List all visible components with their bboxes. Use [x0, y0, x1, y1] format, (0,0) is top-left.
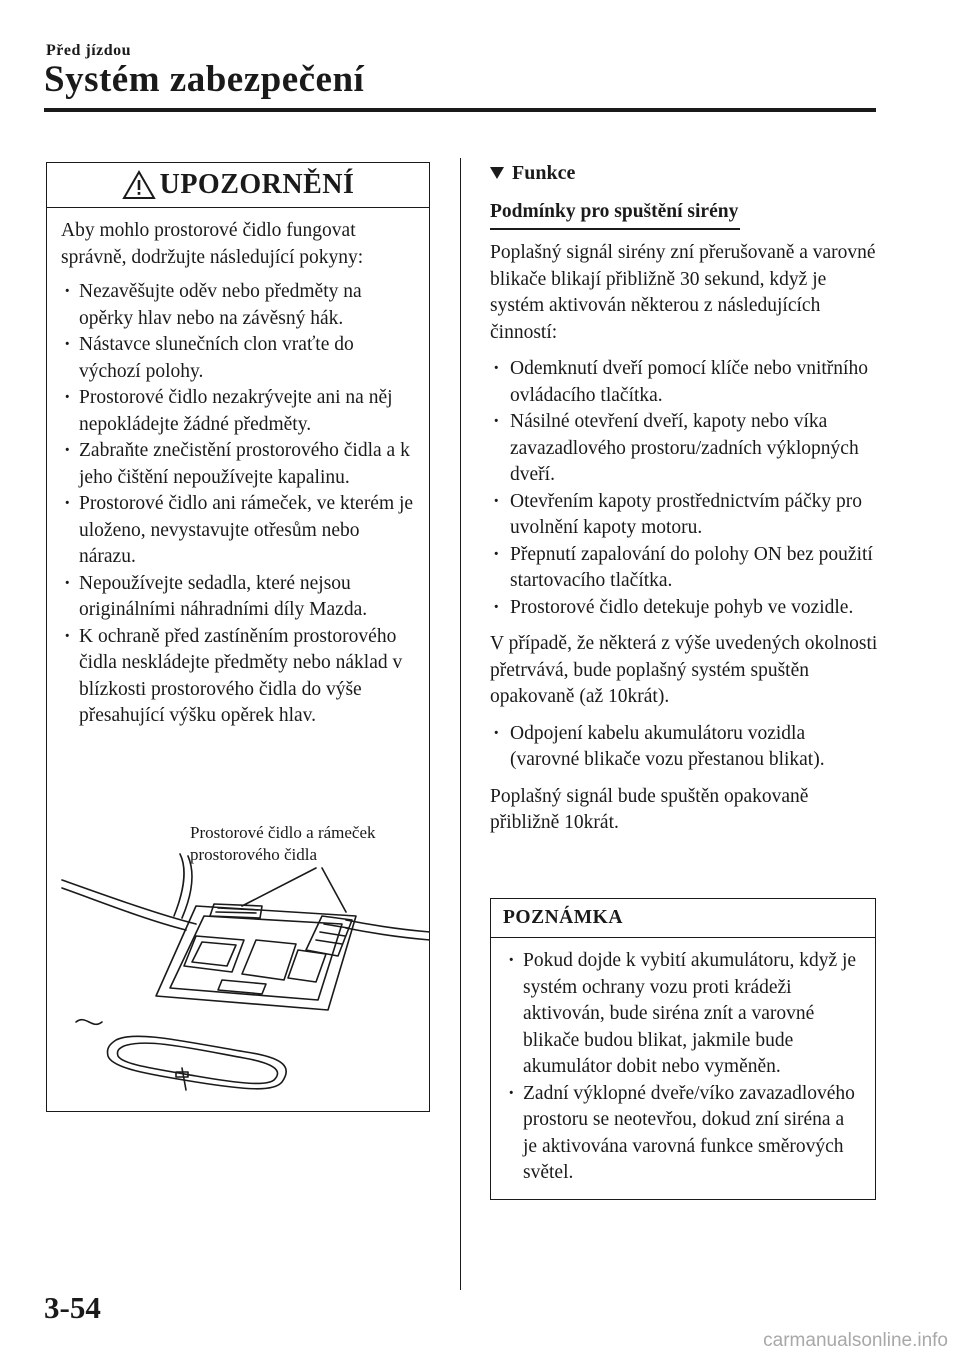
list-item: · Otevřením kapoty prostřednictvím páčky pro uvolnění kapoty motoru. [490, 489, 878, 542]
list-item: · K ochraně před zastíněním prostorového čidla neskládejte předměty nebo náklad v blízkosti prostorového čidla do výše přesahující výšku opěrek hlav. [61, 624, 415, 730]
caution-body [47, 208, 429, 730]
list-item: · Odpojení kabelu akumulátoru vozidla (varovné blikače vozu přestanou blikat). [490, 721, 878, 774]
repeat-list [490, 721, 878, 774]
right-lamp [288, 950, 326, 982]
list-item: · Přepnutí zapalování do polohy ON bez použití startovacího tlačítka. [490, 542, 878, 595]
list-item: · Násilné otevření dveří, kapoty nebo víka zavazadlového prostoru/zadních výklopných dveří. [490, 409, 878, 489]
roof-edge-line [62, 880, 196, 924]
column-divider [460, 158, 461, 1290]
leader-line [242, 868, 316, 906]
paragraph: Poplašný signál bude spuštěn opakovaně přibližně 10krát. [490, 785, 809, 833]
figure-caption-line: prostorového čidla [190, 845, 317, 864]
center-panel [242, 940, 296, 980]
section-heading-text: Funkce [512, 162, 576, 184]
list-item: · Odemknutí dveří pomocí klíče nebo vnitřního ovládacího tlačítka. [490, 356, 878, 409]
list-item: · Nezavěšujte oděv nebo předměty na opěrky hlav nebo na závěsný hák. [61, 279, 415, 332]
note-list [505, 948, 861, 1187]
left-sensor-grille [210, 904, 262, 918]
section-heading [490, 160, 878, 187]
page-number: 3-54 [44, 1290, 101, 1325]
section-label: Před jízdou [46, 42, 132, 59]
caution-intro: Aby mohlo prostorové čidlo fungovat správně, dodržujte následující pokyny: [61, 220, 364, 268]
list-item: · Pokud dojde k vybití akumulátoru, když je systém ochrany vozu proti krádeži aktivován, bude siréna znít a varovné blikače budou blikat, jakmile bude akumulátor dobit nebo vyměněn. [505, 948, 861, 1081]
list-item: · Zabraňte znečistění prostorového čidla a k jeho čištění nepoužívejte kapalinu. [61, 438, 415, 491]
note-box [490, 898, 876, 1200]
list-item: · Nepoužívejte sedadla, které nejsou originálními náhradními díly Mazda. [61, 571, 415, 624]
header-rule [44, 108, 876, 112]
paragraph: Poplašný signál sirény zní přerušovaně a varovné blikače blikají přibližně 30 sekund, když je systém aktivován některou z následujících činností: [490, 242, 876, 343]
left-lamp-inner [192, 942, 236, 966]
caution-list [61, 279, 415, 730]
list-item: · Prostorové čidlo ani rámeček, ve kterém je uloženo, nevystavujte otřesům nebo nárazu. [61, 491, 415, 571]
trigger-list [490, 356, 878, 621]
caution-header [47, 163, 429, 208]
rear-view-mirror-inner [117, 1043, 277, 1083]
subheading: Podmínky pro spuštění sirény [490, 199, 740, 231]
roof-edge-line [346, 928, 430, 940]
leader-line [322, 868, 346, 912]
pillar-line [174, 854, 184, 916]
list-item: · Zadní výklopné dveře/víko zavazadlového prostoru se neotevřou, dokud zní siréna a je aktivována varovná funkce směrových světel. [505, 1081, 861, 1187]
roof-edge-line [62, 888, 186, 930]
wire [76, 1020, 102, 1025]
caution-title: UPOZORNĚNÍ [159, 169, 355, 200]
warning-triangle-icon [122, 170, 156, 200]
triangle-down-icon [490, 166, 504, 180]
list-item: · Prostorové čidlo nezakrývejte ani na něj nepokládejte žádné předměty. [61, 385, 415, 438]
right-column [490, 160, 878, 847]
page-title: Systém zabezpečení [44, 59, 365, 100]
overhead-console-illustration [46, 846, 430, 1106]
list-item: · Prostorové čidlo detekuje pohyb ve vozidle. [490, 595, 878, 622]
figure-caption-line: Prostorové čidlo a rámeček [190, 823, 376, 842]
note-title: POZNÁMKA [491, 899, 875, 938]
paragraph: V případě, že některá z výše uvedených okolnosti přetrvává, bude poplašný systém spuštěn opakovaně (až 10krát). [490, 633, 878, 707]
watermark: carmanualsonline.info [763, 1330, 948, 1351]
list-item: · Nástavce slunečních clon vraťte do výchozí polohy. [61, 332, 415, 385]
note-body [491, 938, 875, 1199]
left-lamp [184, 936, 244, 972]
